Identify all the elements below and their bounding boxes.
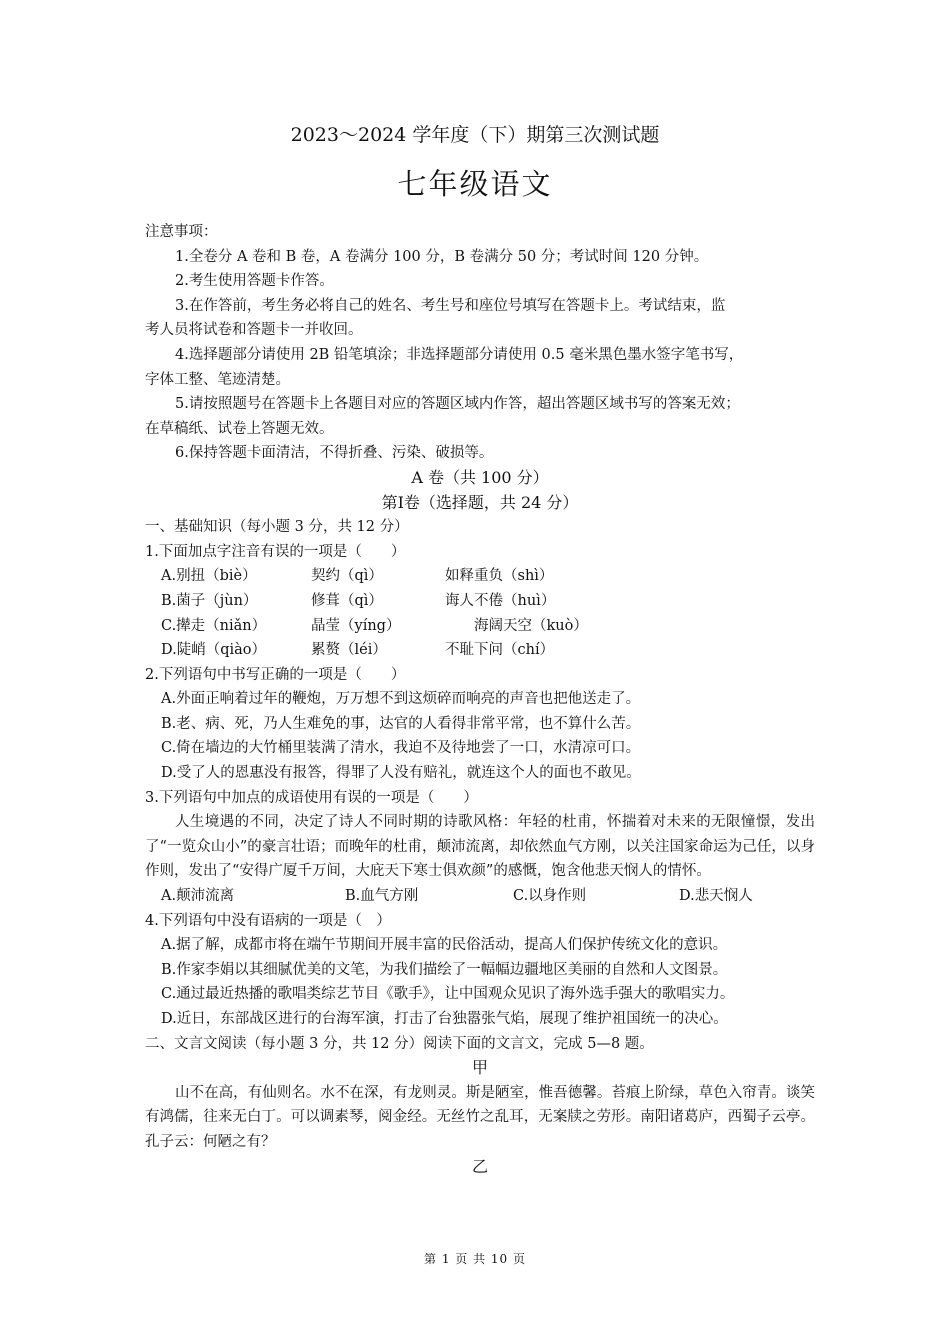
notice-item: 1.全卷分 A 卷和 B 卷，A 卷满分 100 分，B 卷满分 50 分；考试时间 120 分钟。 [175, 248, 709, 265]
q4-option: C.通过最近热播的歌唱类综艺节目《歌手》，让中国观众见识了海外选手强大的歌唱实力。 [161, 986, 735, 1003]
volume-1-heading: 第Ⅰ卷（选择题，共 24 分） [381, 492, 579, 512]
q1-cell: 晶莹（yíng） [311, 617, 401, 634]
passage-a-label: 甲 [471, 1058, 488, 1078]
exam-content [145, 220, 815, 1179]
paper-a-heading: A 卷（共 100 分） [411, 467, 549, 487]
q1-cell: A.别扭（biè） [161, 568, 257, 585]
q1-option-row [145, 638, 815, 663]
q3-option: D.悲天悯人 [679, 888, 753, 905]
q1-option-row [145, 614, 815, 639]
exam-title: 2023～2024 学年度（下）期第三次测试题 [290, 124, 660, 146]
notice-item: 字体工整、笔迹清楚。 [145, 371, 290, 388]
q2-option: C.倚在墙边的大竹桶里装满了清水，我迫不及待地尝了一口，水清凉可口。 [161, 740, 641, 757]
page-number: 第 1 页 共 10 页 [424, 1252, 526, 1266]
q1-cell: D.陡峭（qiào） [161, 642, 267, 659]
notice-item: 6.保持答题卡面清洁，不得折叠、污染、破损等。 [175, 445, 494, 462]
q1-option-row [145, 589, 815, 614]
notice-item: 3.在作答前，考生务必将自己的姓名、考生号和座位号填写在答题卡上。考试结束，监 [175, 297, 726, 314]
part-2-heading: 二、文言文阅读（每小题 3 分，共 12 分）阅读下面的文言文，完成 5—8 题。 [145, 1035, 654, 1052]
passage-a-text: 山不在高，有仙则名。水不在深，有龙则灵。斯是陋室，惟吾德馨。苔痕上阶绿，草色入帘青。谈笑有鸿儒，往来无白丁。可以调素琴，阅金经。无丝竹之乱耳，无案牍之劳形。南阳诸葛庐，西蜀子云亭。孔子云：何陋之有？ [145, 1084, 815, 1150]
q3-options [145, 884, 815, 909]
q2-option: A.外面正响着过年的鞭炮，万万想不到这烦碎而响亮的声音也把他送走了。 [161, 691, 641, 708]
q3-stem: 3.下列语句中加点的成语使用有误的一项是（ ） [145, 789, 478, 806]
q1-stem: 1.下面加点字注音有误的一项是（ ） [145, 543, 406, 560]
notice-item: 在草稿纸、试卷上答题无效。 [145, 420, 334, 437]
q3-option: B.血气方刚 [345, 888, 419, 905]
notice-item: 5.请按照题号在答题卡上各题目对应的答题区域内作答，超出答题区域书写的答案无效； [175, 396, 740, 413]
q3-option: A.颠沛流离 [161, 888, 235, 905]
q4-stem: 4.下列语句中没有语病的一项是（ ） [145, 912, 391, 929]
q1-option-row [145, 564, 815, 589]
q1-cell: 海阔天空（kuò） [445, 617, 588, 634]
notice-item: 考人员将试卷和答题卡一并收回。 [145, 322, 363, 339]
q2-stem: 2.下列语句中书写正确的一项是（ ） [145, 666, 406, 683]
q3-passage: 人生境遇的不同，决定了诗人不同时期的诗歌风格：年轻的杜甫，怀揣着对未来的无限憧憬，发出了“一览众山小”的豪言壮语；而晚年的杜甫，颠沛流离，却依然血气方刚，以关注国家命运为己任，以身作则，发出了“安得广厦千万间，大庇天下寒士俱欢颜”的感慨，饱含他悲天悯人的情怀。 [145, 814, 815, 880]
q3-option: C.以身作则 [513, 888, 587, 905]
q1-cell: 不耻下问（chí） [445, 642, 555, 659]
q1-cell: 如释重负（shì） [445, 568, 554, 585]
q4-option: B.作家李娟以其细腻优美的文笔，为我们描绘了一幅幅边疆地区美丽的自然和人文图景。 [161, 961, 728, 978]
q2-option: B.老、病、死，乃人生难免的事，达官的人看得非常平常，也不算什么苦。 [161, 715, 641, 732]
notice-heading: 注意事项： [145, 224, 218, 240]
q1-cell: 修葺（qì） [311, 592, 383, 609]
passage-b-label: 乙 [471, 1156, 488, 1176]
q2-option: D.受了人的恩惠没有报答，得罪了人没有赔礼，就连这个人的面也不敢见。 [161, 765, 641, 782]
q1-cell: C.撵走（niǎn） [161, 617, 267, 634]
q1-cell: 累赘（léi） [311, 642, 387, 659]
q4-option: D.近日，东部战区进行的台海军演，打击了台独嚣张气焰，展现了维护祖国统一的决心。 [161, 1011, 728, 1027]
notice-item: 2.考生使用答题卡作答。 [175, 273, 334, 290]
notice-item: 4.选择题部分请使用 2B 铅笔填涂；非选择题部分请使用 0.5 毫米黑色墨水签字笔书写， [175, 346, 744, 363]
q1-cell: 诲人不倦（huì） [445, 592, 556, 609]
q1-cell: 契约（qì） [311, 568, 383, 585]
q1-cell: B.菌子（jùn） [161, 592, 258, 609]
part-1-heading: 一、基础知识（每小题 3 分，共 12 分） [145, 519, 409, 536]
exam-subject: 七年级语文 [397, 167, 553, 201]
q4-option: A.据了解，成都市将在端午节期间开展丰富的民俗活动，提高人们保护传统文化的意识。 [161, 937, 728, 954]
